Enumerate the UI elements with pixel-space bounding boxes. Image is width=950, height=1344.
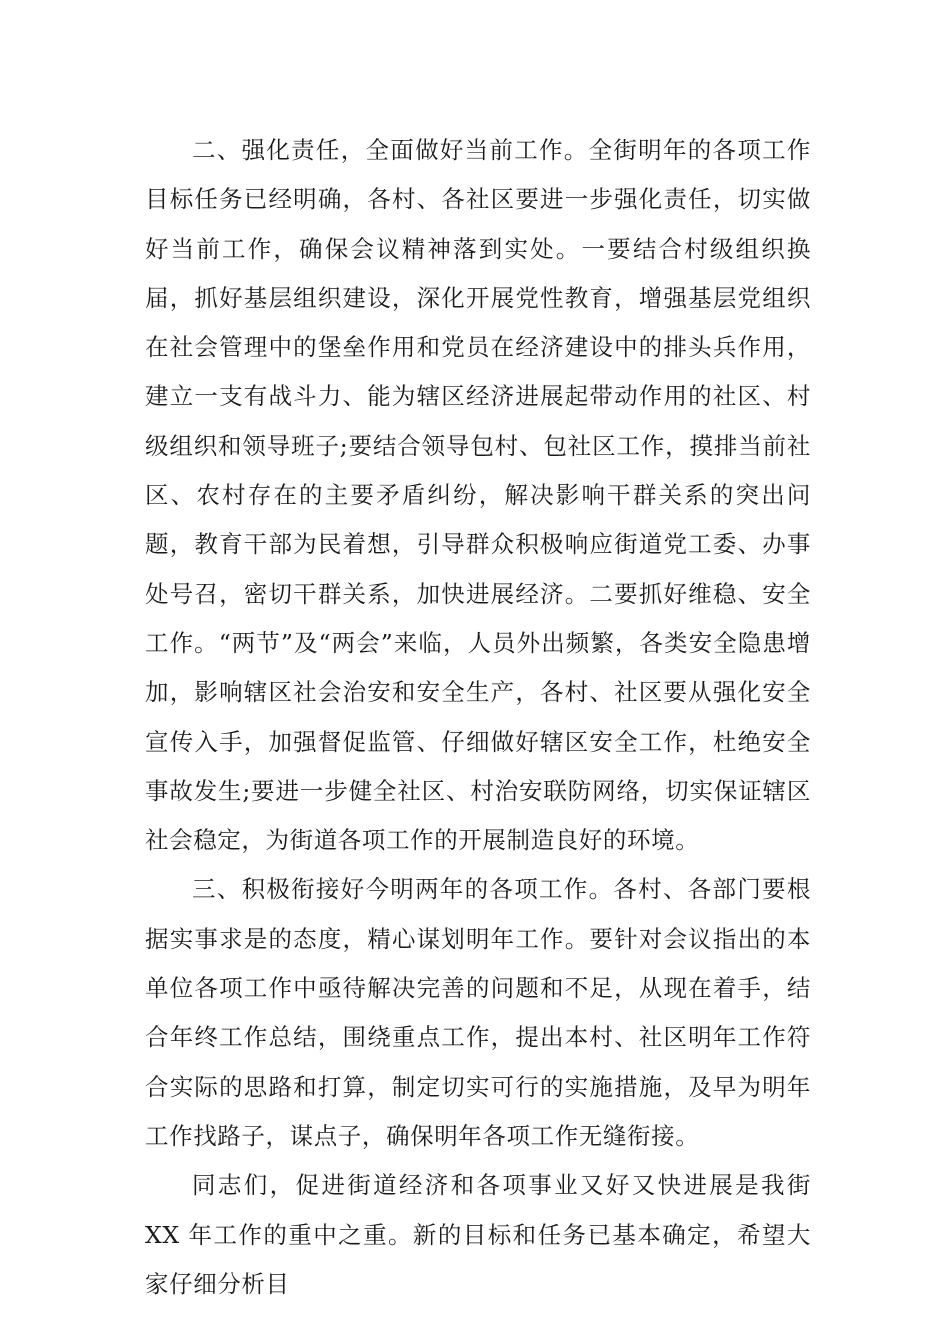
document-body: [145, 126, 811, 1309]
paragraph-section-three: 三、积极衔接好今明两年的各项工作。各村、各部门要根据实事求是的态度，精心谋划明年工作。要针对会议指出的本单位各项工作中亟待解决完善的问题和不足，从现在着手，结合年终工作总结，围绕重点工作，提出本村、社区明年工作符合实际的思路和打算，制定切实可行的实施措施，及早为明年工作找路子，谋点子，确保明年各项工作无缝衔接。: [145, 875, 811, 1150]
paragraph-section-two: 二、强化责任，全面做好当前工作。全街明年的各项工作目标任务已经明确，各村、各社区要进一步强化责任，切实做好当前工作，确保会议精神落到实处。一要结合村级组织换届，抓好基层组织建设，深化开展党性教育，增强基层党组织在社会管理中的堡垒作用和党员在经济建设中的排头兵作用，建立一支有战斗力、能为辖区经济进展起带动作用的社区、村级组织和领导班子;要结合领导包村、包社区工作，摸排当前社区、农村存在的主要矛盾纠纷，解决影响干群关系的突出问题，教育干部为民着想，引导群众积极响应街道党工委、办事处号召，密切干群关系，加快进展经济。二要抓好维稳、安全工作。“两节”及“两会”来临，人员外出频繁，各类安全隐患增加，影响辖区社会治安和安全生产，各村、社区要从强化安全宣传入手，加强督促监管、仔细做好辖区安全工作，杜绝安全事故发生;要进一步健全社区、村治安联防网络，切实保证辖区社会稳定，为街道各项工作的开展制造良好的环境。: [145, 136, 811, 855]
paragraph-closing: 同志们，促进街道经济和各项事业又好又快进展是我街 XX 年工作的重中之重。新的目标和任务已基本确定，希望大家仔细分析目: [145, 1171, 811, 1298]
